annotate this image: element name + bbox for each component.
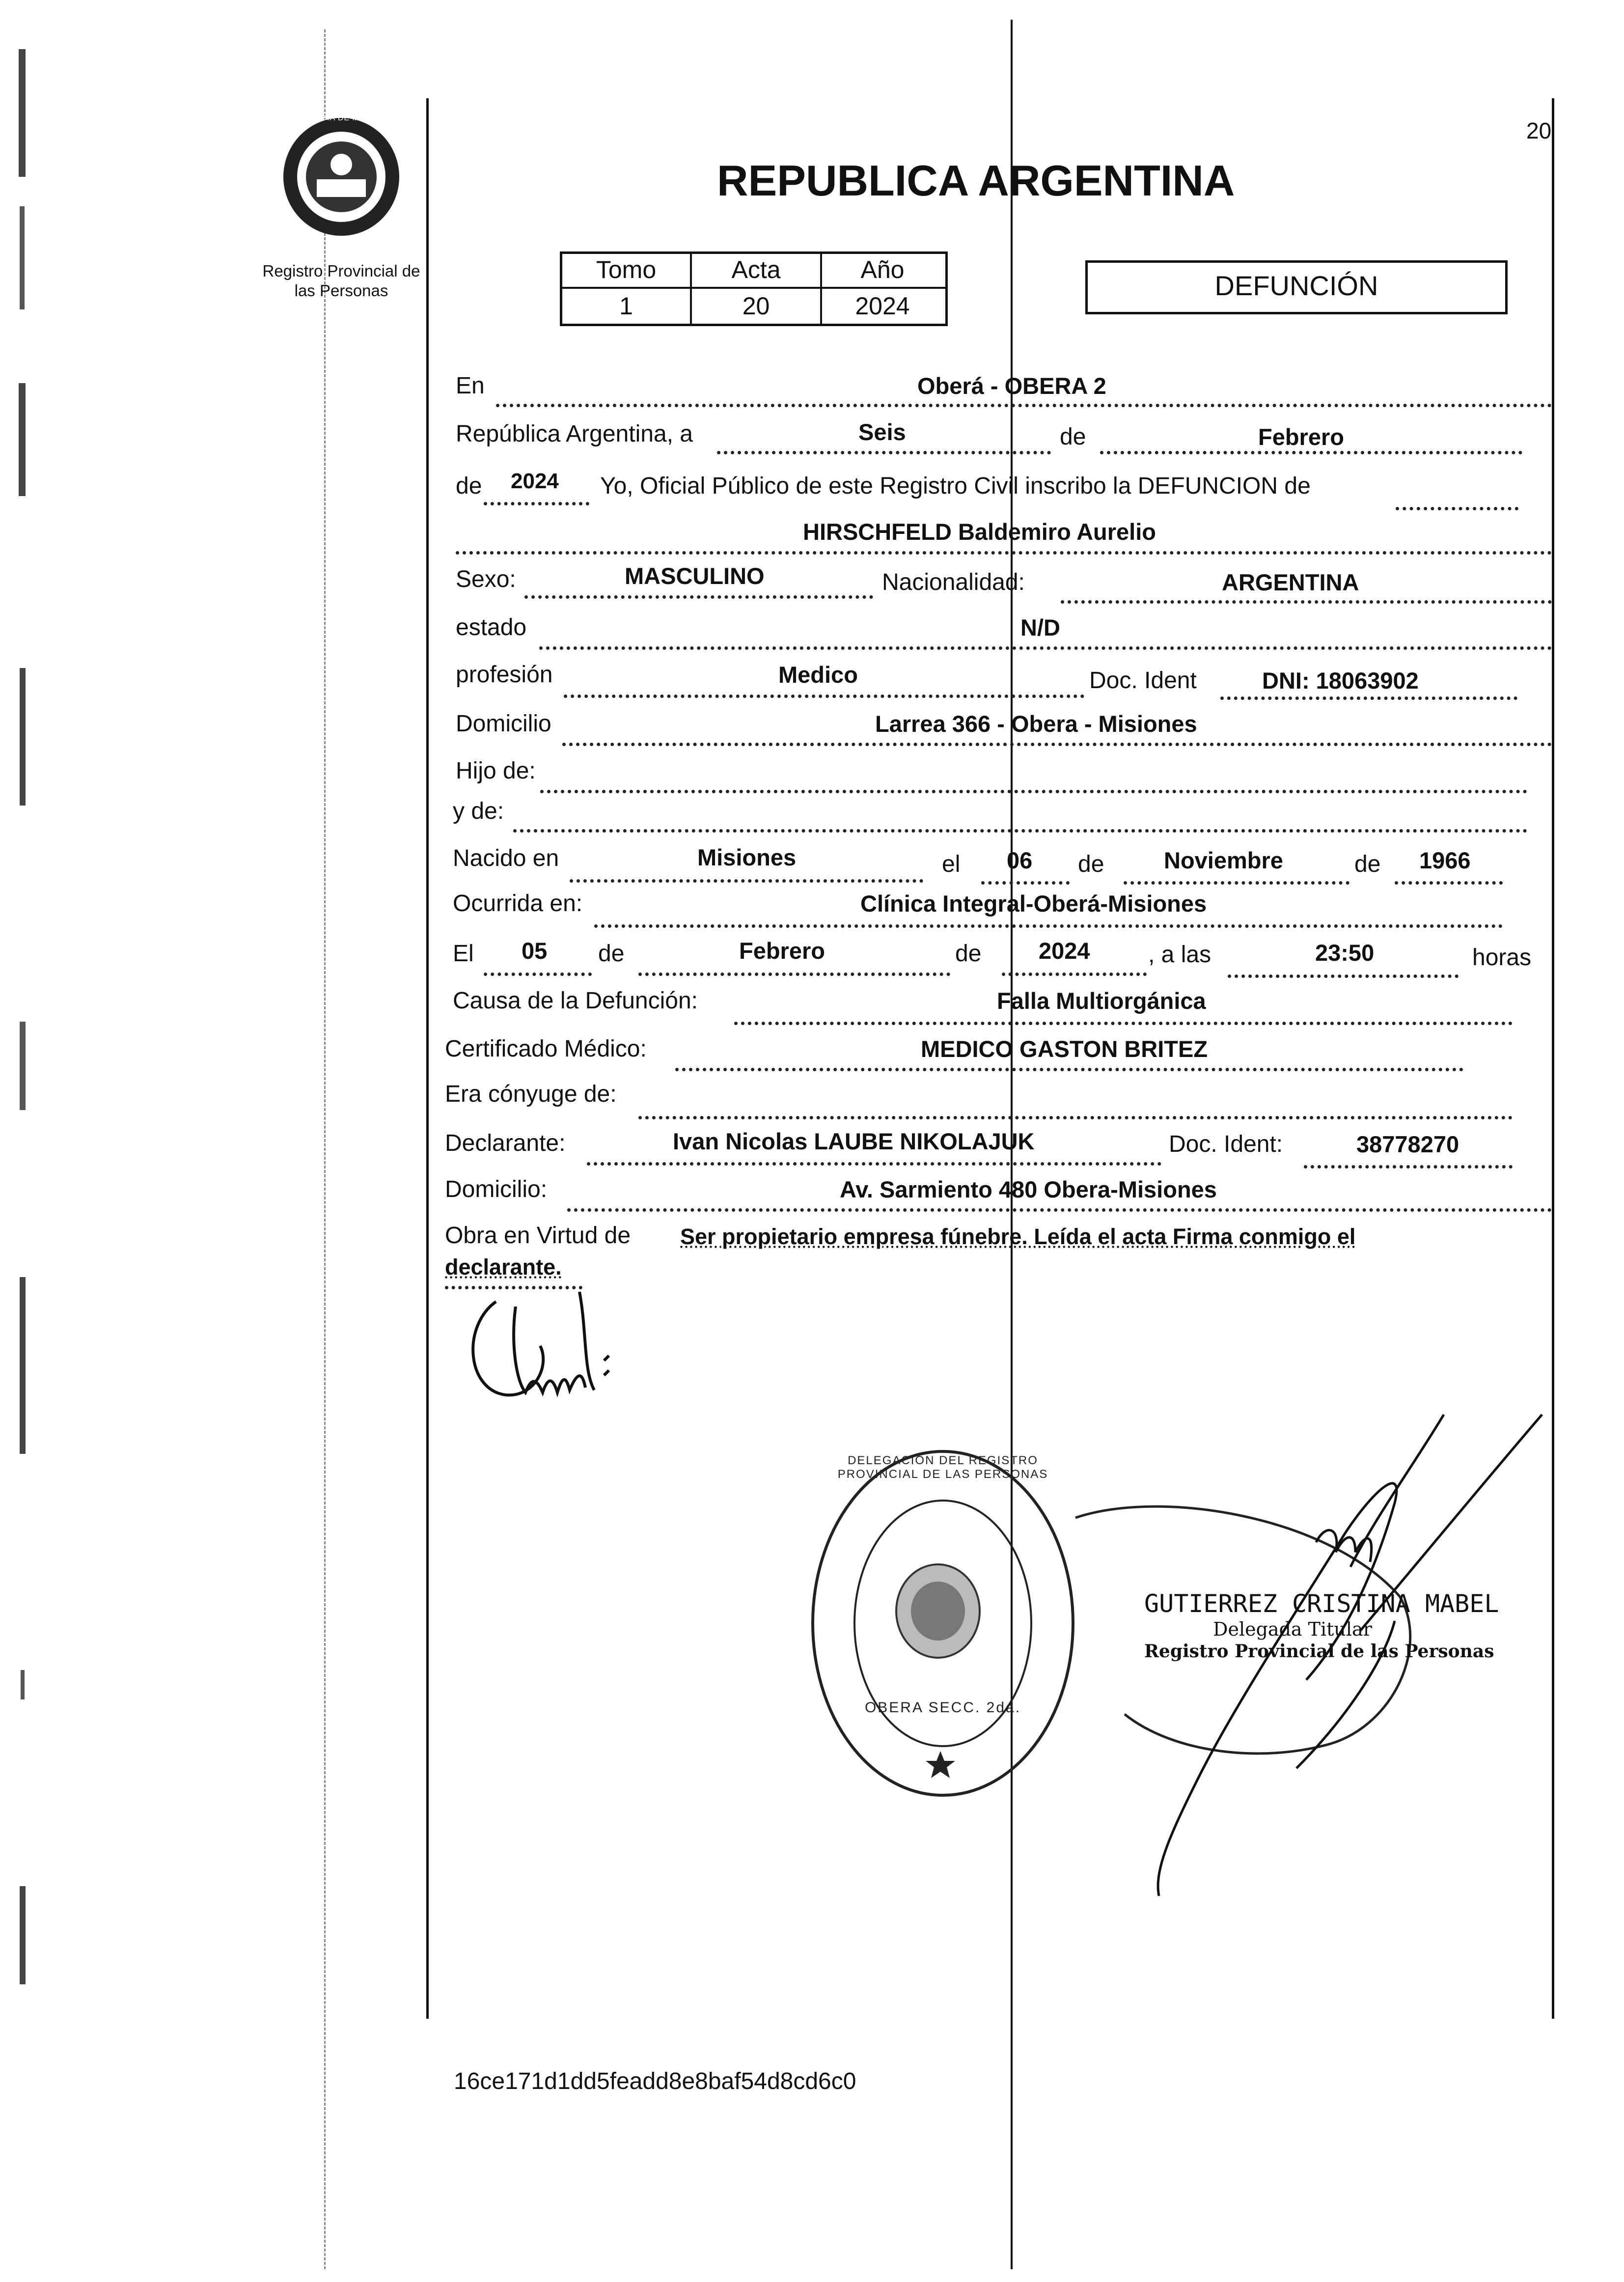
label-nacido-en: Nacido en <box>453 845 559 871</box>
field-line <box>1002 973 1147 976</box>
value-nacido-en: Misiones <box>697 844 797 870</box>
label-de-month: de <box>1060 424 1086 450</box>
label-de-death-2: de <box>955 941 982 967</box>
label-certificado: Certificado Médico: <box>445 1036 647 1062</box>
scan-edge-mark <box>20 1277 26 1454</box>
label-el-birth: el <box>942 851 961 877</box>
label-causa: Causa de la Defunción: <box>453 988 698 1014</box>
value-sexo: MASCULINO <box>625 563 765 589</box>
value-month: Febrero <box>1258 424 1344 450</box>
value-certificado: MEDICO GASTON BRITEZ <box>921 1036 1208 1062</box>
field-line <box>570 879 923 883</box>
table-value-acta: 20 <box>742 292 770 320</box>
field-line <box>456 551 1552 555</box>
field-line <box>734 1022 1513 1025</box>
registry-line-2: las Personas <box>294 281 388 300</box>
value-day: Seis <box>858 419 906 445</box>
value-estado: N/D <box>1020 614 1060 640</box>
field-line <box>564 695 1084 698</box>
label-el-death: El <box>453 941 474 967</box>
text-inscribo: Yo, Oficial Público de este Registro Civil inscribo la DEFUNCION de <box>600 473 1311 499</box>
label-de-birth-1: de <box>1078 851 1104 877</box>
scan-edge-mark <box>20 206 25 309</box>
value-causa: Falla Multiorgánica <box>997 988 1206 1014</box>
table-divider <box>560 287 948 289</box>
label-de-death-1: de <box>598 941 625 967</box>
value-birth-month: Noviembre <box>1164 847 1283 873</box>
value-death-day: 05 <box>522 938 548 964</box>
field-line <box>717 451 1051 454</box>
field-line <box>638 1116 1513 1119</box>
table-value-ano: 2024 <box>855 292 910 320</box>
field-line <box>567 1208 1552 1212</box>
page-number: 20 <box>1526 118 1552 143</box>
value-profesion: Medico <box>778 662 858 688</box>
label-sexo: Sexo: <box>456 566 516 592</box>
scan-edge-mark <box>19 49 26 177</box>
field-line <box>1124 881 1349 885</box>
field-line <box>484 502 589 505</box>
label-domicilio: Domicilio <box>456 711 551 737</box>
field-line <box>496 404 1552 407</box>
value-decl-domicilio: Av. Sarmiento 480 Obera-Misiones <box>840 1176 1217 1202</box>
label-decl-doc: Doc. Ident: <box>1169 1131 1283 1157</box>
label-hijo-de: Hijo de: <box>456 758 536 784</box>
field-line <box>594 924 1503 928</box>
table-value-tomo: 1 <box>619 292 633 320</box>
value-ocurrida-en: Clínica Integral-Oberá-Misiones <box>860 891 1207 917</box>
scan-edge-mark <box>21 1670 25 1699</box>
value-decl-doc: 38778270 <box>1356 1131 1459 1157</box>
seal-inner-text: OBERA SECC. 2da. <box>864 1699 1021 1716</box>
label-decl-domicilio: Domicilio: <box>445 1176 548 1202</box>
value-death-month: Febrero <box>739 938 825 964</box>
scan-edge-mark <box>20 1886 26 1984</box>
field-line <box>638 973 950 976</box>
label-declarante: Declarante: <box>445 1130 566 1156</box>
label-y-de: y de: <box>453 798 504 824</box>
field-line <box>675 1068 1463 1071</box>
value-birth-day: 06 <box>1007 847 1033 873</box>
field-line <box>562 743 1552 746</box>
value-death-time: 23:50 <box>1315 940 1375 966</box>
field-line <box>981 881 1070 885</box>
field-line <box>1100 451 1522 454</box>
scan-edge-mark <box>20 1022 26 1110</box>
label-ocurrida-en: Ocurrida en: <box>453 891 583 917</box>
value-obra-2: declarante. <box>445 1254 562 1280</box>
label-doc-ident: Doc. Ident <box>1089 668 1197 694</box>
official-name: GUTIERREZ CRISTINA MABEL <box>1144 1589 1499 1618</box>
field-line <box>1395 881 1503 885</box>
value-declarante: Ivan Nicolas LAUBE NIKOLAJUK <box>673 1128 1035 1154</box>
seal-text: DELEGACION DEL REGISTRO PROVINCIAL DE LAS PERSONAS <box>837 1454 1048 1481</box>
value-year: 2024 <box>511 469 559 493</box>
label-nacionalidad: Nacionalidad: <box>882 569 1025 595</box>
value-domicilio: Larrea 366 - Obera - Misiones <box>875 711 1197 737</box>
label-obra: Obra en Virtud de <box>445 1223 631 1249</box>
field-line <box>1061 600 1552 604</box>
field-line <box>1228 974 1459 978</box>
country-title: REPUBLICA ARGENTINA <box>717 156 1235 205</box>
left-frame-line <box>426 98 429 2019</box>
doc-type: DEFUNCIÓN <box>1214 270 1378 301</box>
label-de-birth-2: de <box>1354 851 1381 877</box>
table-header-acta: Acta <box>731 256 781 283</box>
label-horas: horas <box>1472 945 1532 971</box>
official-title: Delegada Titular <box>1213 1618 1372 1640</box>
table-header-ano: Año <box>860 256 905 283</box>
scan-edge-mark <box>20 668 26 806</box>
value-death-year: 2024 <box>1039 938 1090 964</box>
label-en: En <box>456 373 485 399</box>
province-crest-logo <box>275 113 408 241</box>
registry-line-1: Registro Provincial de <box>262 262 420 280</box>
label-de-year: de <box>456 473 482 499</box>
field-line <box>540 790 1527 793</box>
field-line <box>484 973 592 976</box>
field-line <box>587 1162 1161 1166</box>
label-profesion: profesión <box>456 662 553 688</box>
field-line <box>513 829 1527 833</box>
value-deceased-name: HIRSCHFELD Baldemiro Aurelio <box>803 519 1156 545</box>
field-line <box>539 646 1552 650</box>
label-estado: estado <box>456 614 527 640</box>
value-obra: Ser propietario empresa fúnebre. Leída el acta Firma conmigo el <box>680 1224 1356 1249</box>
document-hash: 16ce171d1dd5feadd8e8baf54d8cd6c0 <box>454 2068 856 2094</box>
field-line <box>1304 1165 1513 1169</box>
crest-text: PROVINCIA DE MISIONES <box>288 114 395 122</box>
field-line <box>1220 696 1517 700</box>
label-a-las: , a las <box>1148 942 1211 968</box>
field-line <box>524 595 873 599</box>
label-conyuge: Era cónyuge de: <box>445 1081 617 1107</box>
registry-name <box>236 261 447 301</box>
value-doc-ident: DNI: 18063902 <box>1262 668 1419 694</box>
field-line <box>1396 507 1518 510</box>
official-org: Registro Provincial de las Personas <box>1144 1641 1494 1662</box>
scan-edge-mark <box>19 383 26 496</box>
value-birth-year: 1966 <box>1419 847 1471 873</box>
margin-guide <box>324 29 326 2269</box>
official-seal <box>805 1444 1080 1803</box>
label-republica: República Argentina, a <box>456 421 693 447</box>
value-nacionalidad: ARGENTINA <box>1222 569 1359 595</box>
table-header-tomo: Tomo <box>596 256 657 283</box>
declarant-signature <box>457 1272 633 1424</box>
value-en: Oberá - OBERA 2 <box>917 373 1106 399</box>
official-signature <box>1139 1405 1571 1906</box>
